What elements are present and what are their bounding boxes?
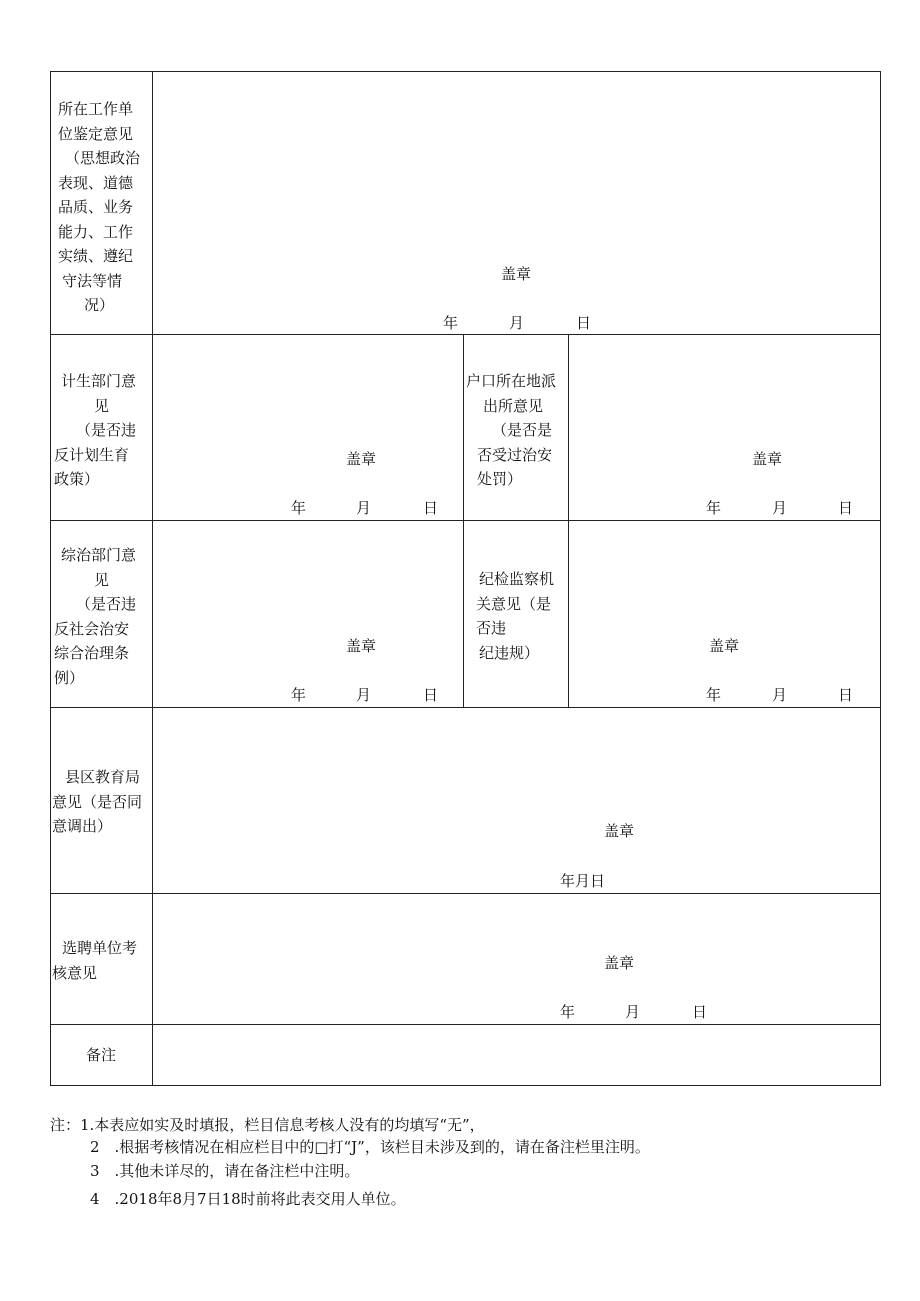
seal-label: 盖章 (346, 637, 377, 655)
label-line: 况） (84, 296, 115, 314)
date-day: 日 (576, 314, 592, 332)
date-year: 年 (443, 314, 459, 332)
label-line: 县区教育局 (65, 768, 141, 786)
date-year: 年 (706, 686, 722, 704)
date-year: 年 (560, 1003, 576, 1021)
label-line: 否违 (476, 619, 507, 637)
label-line: （是否是 (492, 421, 553, 439)
label-line: 守法等情 (62, 271, 123, 290)
label-line: 综合治理条 (54, 644, 130, 662)
label-line: 所在工作单 (58, 100, 134, 118)
date-day: 日 (423, 686, 439, 704)
date-month: 月 (509, 314, 525, 332)
label-line: 纪检监察机 (479, 570, 555, 588)
date-year: 年 (291, 686, 307, 704)
label-line: 例） (54, 668, 85, 687)
note-item: 4 .2018年8月7日18时前将此表交用人单位。 (90, 1190, 406, 1208)
label-column-divider (152, 72, 153, 1085)
label-line: 反社会治安 (54, 619, 130, 638)
label-line: 品质、业务 (58, 198, 134, 216)
label-line: 见 (94, 570, 110, 589)
seal-label: 盖章 (346, 450, 377, 468)
label-line: 关意见（是 (476, 594, 552, 613)
date-month: 月 (772, 686, 788, 704)
label-line: 纪违规） (479, 643, 540, 662)
date-text: 年月日 (560, 872, 606, 890)
label-line: （思想政治 (65, 149, 141, 167)
date-day: 日 (692, 1003, 708, 1021)
appraisal-form-table (50, 71, 881, 1086)
date-month: 月 (772, 499, 788, 517)
note-item: 2 .根据考核情况在相应栏目中的□打“J”，该栏目未涉及到的，请在备注栏里注明。 (90, 1138, 650, 1156)
label-line: 意调出） (52, 817, 113, 835)
date-month: 月 (625, 1003, 641, 1021)
label-line: 选聘单位考 (62, 939, 138, 957)
date-month: 月 (356, 499, 372, 517)
seal-label: 盖章 (604, 954, 635, 972)
row-divider (51, 334, 880, 335)
police-station-opinion-label (466, 369, 556, 492)
date-year: 年 (706, 499, 722, 517)
label-line: 户口所在地派 (466, 372, 557, 390)
label-line: 政策） (54, 470, 100, 488)
note-item: 3 .其他未详尽的，请在备注栏中注明。 (90, 1162, 360, 1180)
family-planning-opinion-label (54, 369, 136, 492)
date-day: 日 (838, 686, 854, 704)
label-line: 处罚） (477, 470, 523, 488)
row-divider (51, 707, 880, 708)
education-bureau-opinion-label (52, 765, 142, 839)
work-unit-opinion-label (58, 97, 140, 318)
label-line: （是否违 (76, 595, 137, 613)
column-divider (463, 334, 464, 707)
date-day: 日 (838, 499, 854, 517)
hiring-unit-opinion-label (52, 936, 137, 985)
row-divider (51, 1024, 880, 1025)
label-line: 意见（是否同 (52, 792, 143, 811)
seal-label: 盖章 (709, 637, 740, 655)
label-line: 表现、道德 (58, 173, 134, 192)
remarks-label: 备注 (86, 1046, 117, 1064)
discipline-inspection-opinion-label (476, 567, 555, 665)
seal-label: 盖章 (752, 450, 783, 468)
label-line: 综治部门意 (61, 546, 137, 564)
label-line: 位鉴定意见 (58, 124, 134, 143)
seal-label: 盖章 (501, 265, 532, 283)
label-line: 出所意见 (483, 396, 544, 415)
label-line: 能力、工作 (58, 222, 134, 241)
row-divider (51, 520, 880, 521)
column-divider (568, 334, 569, 707)
comprehensive-governance-opinion-label (54, 543, 136, 690)
label-line: 实绩、遵纪 (58, 247, 134, 265)
label-line: 见 (94, 396, 110, 415)
date-day: 日 (423, 499, 439, 517)
row-divider (51, 893, 880, 894)
label-line: 计生部门意 (61, 372, 137, 390)
date-month: 月 (356, 686, 372, 704)
label-line: 否受过治安 (477, 445, 553, 464)
label-line: 核意见 (52, 963, 98, 982)
label-line: （是否违 (76, 421, 137, 439)
remarks-field[interactable] (154, 1026, 879, 1084)
label-line: 反计划生育 (54, 445, 130, 464)
seal-label: 盖章 (604, 822, 635, 840)
note-item: 注：1.本表应如实及时填报，栏目信息考核人没有的均填写“无”， (50, 1116, 485, 1134)
date-year: 年 (291, 499, 307, 517)
